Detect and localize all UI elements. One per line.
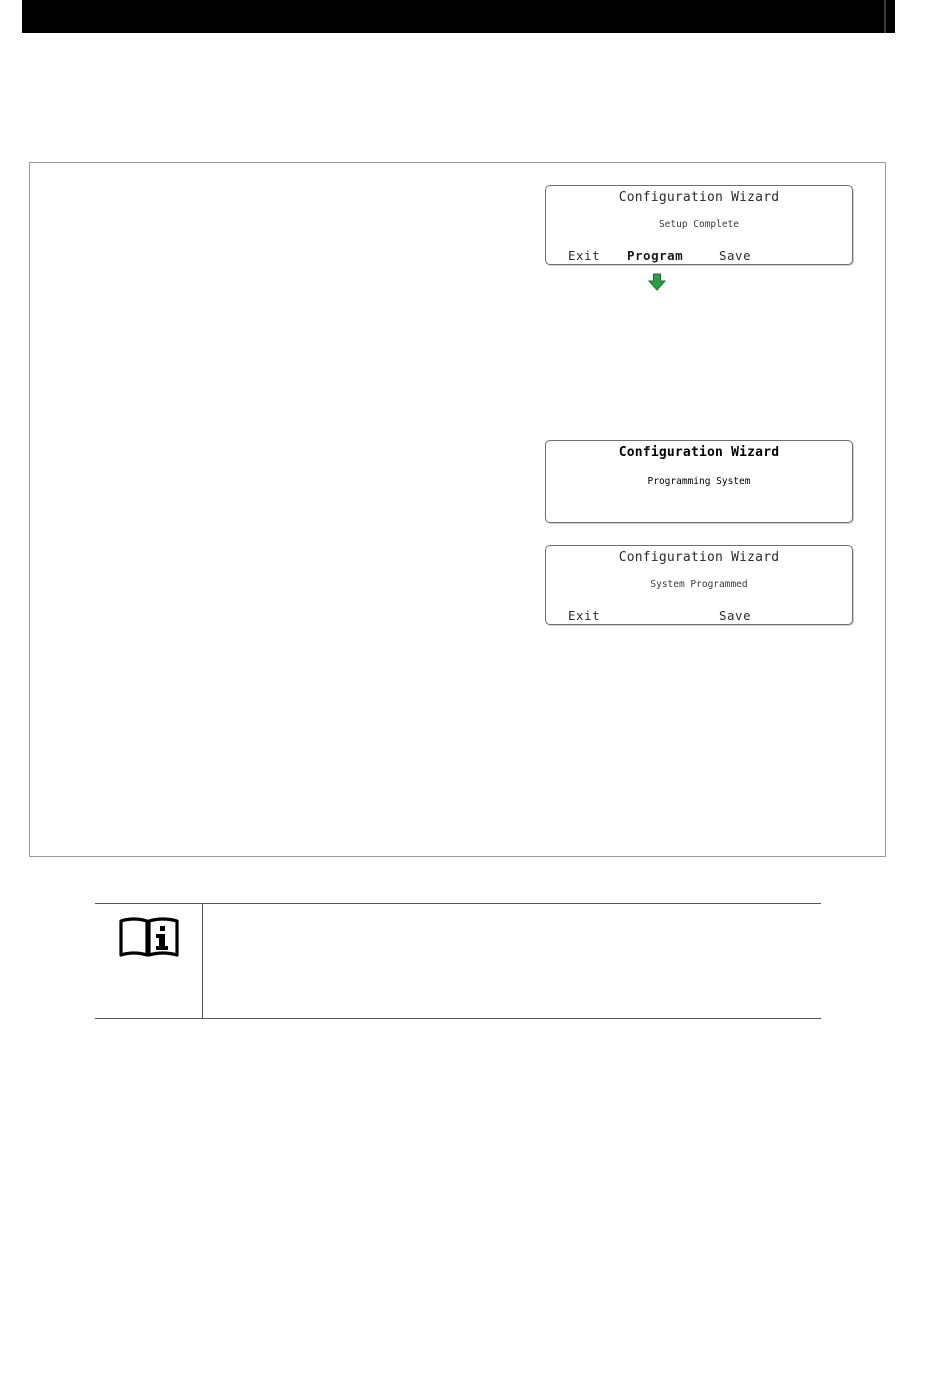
down-arrow-icon [648, 273, 666, 291]
save-softkey[interactable]: Save [719, 608, 752, 623]
note-bottom-rule [95, 1018, 821, 1019]
lcd-screen-setup-complete [545, 185, 853, 265]
screen-title: Configuration Wizard [618, 190, 780, 205]
note-top-rule [95, 903, 821, 904]
screen-message: Setup Complete [658, 219, 740, 230]
screen-message: System Programmed [650, 579, 748, 590]
book-info-icon [118, 915, 180, 959]
screen-title: Configuration Wizard [618, 445, 780, 460]
screen-title: Configuration Wizard [618, 550, 780, 565]
lcd-screen-system-programmed [545, 545, 853, 625]
header-bar [22, 0, 895, 33]
screen-message: Programming System [647, 476, 751, 487]
exit-softkey[interactable]: Exit [568, 608, 601, 623]
exit-softkey[interactable]: Exit [568, 248, 601, 263]
program-softkey[interactable]: Program [627, 248, 684, 263]
lcd-screen-programming-system [545, 440, 853, 523]
header-bar-notch [884, 0, 886, 33]
save-softkey[interactable]: Save [719, 248, 752, 263]
note-divider [202, 903, 203, 1019]
